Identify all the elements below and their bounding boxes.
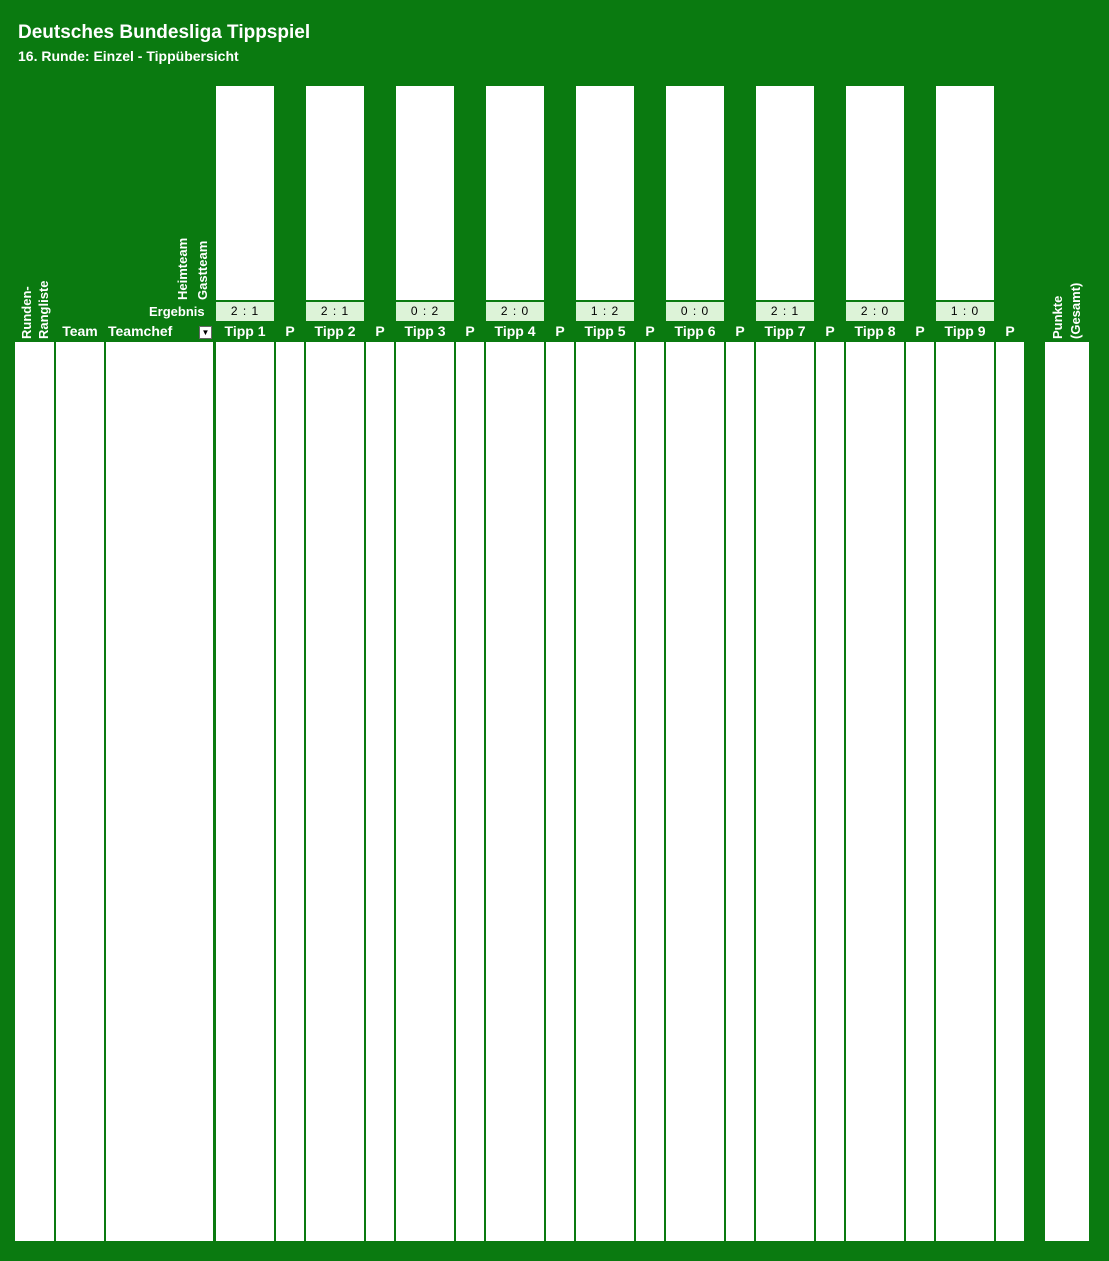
points-column-bg xyxy=(996,342,1024,1241)
match-header-box xyxy=(936,86,994,300)
points-column-bg xyxy=(726,342,754,1241)
rangliste-label: Rangliste xyxy=(36,280,51,339)
tip-column-bg xyxy=(396,342,454,1241)
tipp-column-header: Tipp 6 xyxy=(674,323,716,339)
tipp-column-header: Tipp 1 xyxy=(224,323,266,339)
points-column-bg xyxy=(276,342,304,1241)
points-column-bg xyxy=(546,342,574,1241)
match-header-box xyxy=(756,86,814,300)
page-subtitle: 16. Runde: Einzel - Tippübersicht xyxy=(18,48,239,64)
tipp-column-header: Tipp 5 xyxy=(584,323,626,339)
tipp-column-header: Tipp 3 xyxy=(404,323,446,339)
points-column-header: P xyxy=(645,323,655,339)
points-column-header: P xyxy=(285,323,295,339)
match-header-box xyxy=(486,86,544,300)
rank-column-bg xyxy=(15,342,54,1241)
match-header-box xyxy=(396,86,454,300)
team-column-header: Team xyxy=(62,323,98,339)
points-column-header: P xyxy=(375,323,385,339)
result-value: 2 : 1 xyxy=(216,302,274,321)
result-value: 2 : 1 xyxy=(756,302,814,321)
ergebnis-label: Ergebnis xyxy=(149,304,205,319)
result-value: 2 : 0 xyxy=(846,302,904,321)
tipp-column-header: Tipp 8 xyxy=(854,323,896,339)
match-header-box xyxy=(846,86,904,300)
tip-column-bg xyxy=(936,342,994,1241)
result-value: 2 : 0 xyxy=(486,302,544,321)
tip-column-bg xyxy=(216,342,274,1241)
result-value: 1 : 2 xyxy=(576,302,634,321)
tip-column-bg xyxy=(756,342,814,1241)
tipp-column-header: Tipp 7 xyxy=(764,323,806,339)
points-column-bg xyxy=(636,342,664,1241)
points-column-bg xyxy=(906,342,934,1241)
points-column-bg xyxy=(816,342,844,1241)
tipp-column-header: Tipp 4 xyxy=(494,323,536,339)
result-value: 0 : 2 xyxy=(396,302,454,321)
gastteam-label: Gastteam xyxy=(195,240,210,300)
result-value: 0 : 0 xyxy=(666,302,724,321)
chef-column-bg xyxy=(106,342,213,1241)
match-header-box xyxy=(576,86,634,300)
result-value: 2 : 1 xyxy=(306,302,364,321)
tip-column-bg xyxy=(846,342,904,1241)
tip-column-bg xyxy=(486,342,544,1241)
points-column-bg xyxy=(366,342,394,1241)
points-column-header: P xyxy=(825,323,835,339)
points-column-header: P xyxy=(735,323,745,339)
points-column-header: P xyxy=(465,323,475,339)
points-column-header: P xyxy=(915,323,925,339)
filter-dropdown-icon[interactable]: ▼ xyxy=(199,326,212,339)
match-header-box xyxy=(666,86,724,300)
match-header-box xyxy=(216,86,274,300)
tipp-column-header: Tipp 2 xyxy=(314,323,356,339)
heimteam-label: Heimteam xyxy=(175,237,190,300)
team-column-bg xyxy=(56,342,104,1241)
points-column-header: P xyxy=(1005,323,1015,339)
total-column-bg xyxy=(1045,342,1089,1241)
points-column-header: P xyxy=(555,323,565,339)
tipp-column-header: Tipp 9 xyxy=(944,323,986,339)
tip-column-bg xyxy=(576,342,634,1241)
result-value: 1 : 0 xyxy=(936,302,994,321)
gesamt-label: (Gesamt) xyxy=(1068,282,1083,339)
points-column-bg xyxy=(456,342,484,1241)
match-header-box xyxy=(306,86,364,300)
teamchef-column-header: Teamchef xyxy=(108,323,173,339)
tip-column-bg xyxy=(666,342,724,1241)
punkte-label: Punkte xyxy=(1050,295,1065,339)
tip-column-bg xyxy=(306,342,364,1241)
runden-label: Runden- xyxy=(19,286,34,339)
page-title: Deutsches Bundesliga Tippspiel xyxy=(18,22,311,43)
